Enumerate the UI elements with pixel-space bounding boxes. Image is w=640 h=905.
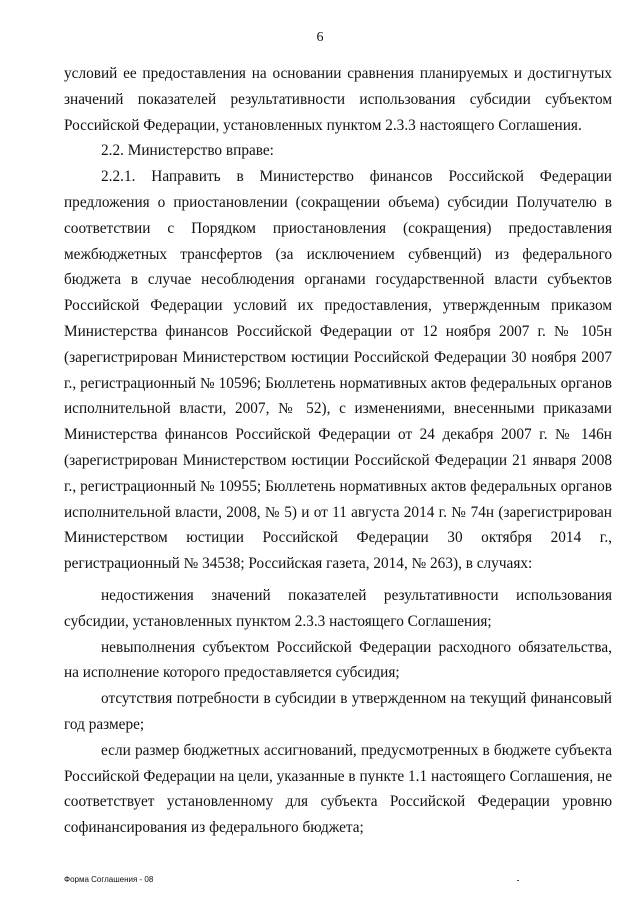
list-item-case-4: если размер бюджетных ассигнований, предусмотренных в бюджете субъекта Российской Федерации на цели, указанные в пункте 1.1 настоящего Соглашения, не соответствует установленному для субъекта Российской Федерации уровню софинансирования из федерального бюджета; <box>64 741 612 837</box>
document-body <box>64 61 612 841</box>
paragraph-section-2-2-1: 2.2.1. Направить в Министерство финансов Российской Федерации предложения о приостановлении (сокращении объема) субсидии Получателю в соответствии с Порядком приостановления (сокращения) предоставления межбюджетных трансфертов (за исключением субвенций) из федерального бюджета в случае несоблюдения органами государственной власти субъектов Российской Федерации условий их предоставления, утвержденным приказом Министерства финансов Российской Федерации от 12 ноября 2007 г. № 105н (зарегистрирован Министерством юстиции Российской Федерации 30 ноября 2007 г., регистрационный № 10596; Бюллетень нормативных актов федеральных органов исполнительной власти, 2007, № 52), с изменениями, внесенными приказами Министерства финансов Российской Федерации от 24 декабря 2007 г. № 146н (зарегистрирован Министерством юстиции Российской Федерации 21 января 2008 г., регистрационный № 10955; Бюллетень нормативных актов федеральных органов исполнительной власти, 2008, № 5) и от 11 августа 2014 г. № 74н (зарегистрирован Министерством юстиции Российской Федерации 30 октября 2014 г., регистрационный № 34538; Российская газета, 2014, № 263), в случаях: <box>64 168 612 573</box>
paragraph-section-2-2: 2.2. Министерство вправе: <box>101 142 274 160</box>
list-item-case-3: отсутствия потребности в субсидии в утвержденном на текущий финансовый год размере; <box>64 690 612 733</box>
list-item-case-1: недостижения значений показателей результативности использования субсидии, установленных пунктом 2.3.3 настоящего Соглашения; <box>64 586 612 630</box>
scan-speck <box>517 880 519 881</box>
page-number: 6 <box>316 30 324 45</box>
form-footer: Форма Соглашения - 08 <box>64 875 154 884</box>
list-item-case-2: невыполнения субъектом Российской Федерации расходного обязательства, на исполнение которого предоставляется субсидия; <box>64 638 612 682</box>
paragraph-continuation: условий ее предоставления на основании сравнения планируемых и достигнутых значений показателей результативности использования субсидии субъектом Российской Федерации, установленных пунктом 2.3.3 настоящего Соглашения. <box>64 65 612 134</box>
